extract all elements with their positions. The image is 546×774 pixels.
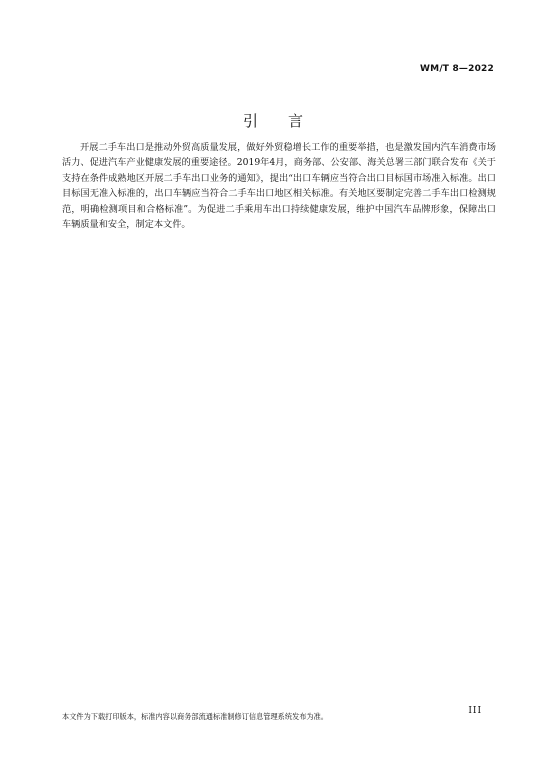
introduction-paragraph: 开展二手车出口是推动外贸高质量发展，做好外贸稳增长工作的重要举措，也是激发国内汽车消费市场活力、促进汽车产业健康发展的重要途径。2019年4月，商务部、公安部、海关总署三部门联合发布《关于支持在条件成熟地区开展二手车出口业务的通知》，提出“出口车辆应当符合出口目标国市场准入标准。出口目标国无准入标准的，出口车辆应当符合二手车出口地区相关标准。有关地区要制定完善二手车出口检测规范，明确检测项目和合格标准”。为促进二手乘用车出口持续健康发展，维护中国汽车品牌形象，保障出口车辆质量和安全，制定本文件。 <box>62 142 496 231</box>
page-title: 引言 <box>242 112 333 130</box>
page-number: III <box>468 706 482 716</box>
document-code: WM/T 8—2022 <box>420 64 494 74</box>
footer-note: 本文件为下载打印版本，标准内容以商务部流通标准制修订信息管理系统发布为准。 <box>62 712 328 721</box>
